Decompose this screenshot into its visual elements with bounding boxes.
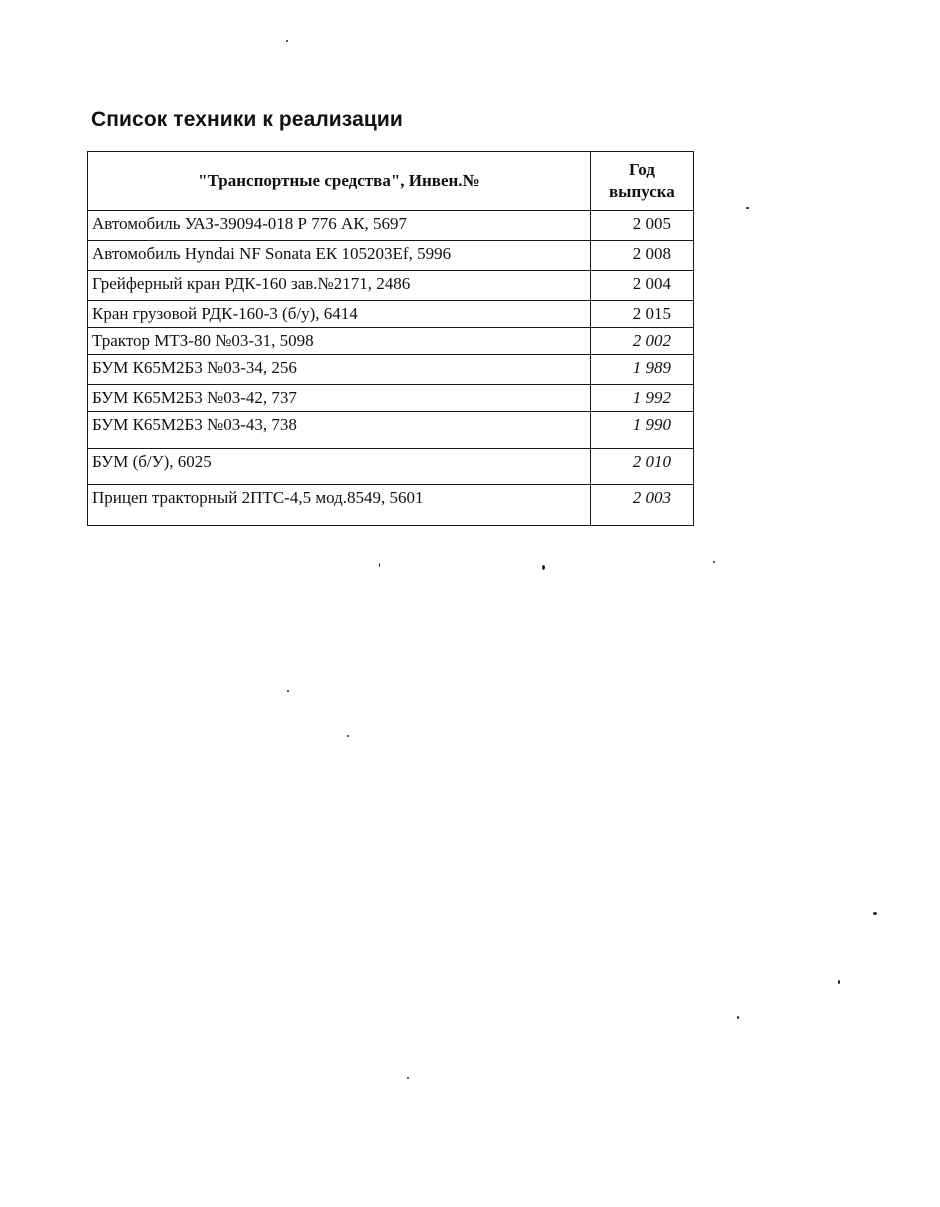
scan-speck bbox=[737, 1016, 739, 1019]
vehicle-name-cell: БУМ К65М2Б3 №03-43, 738 bbox=[88, 412, 591, 449]
vehicle-name-cell: Грейферный кран РДК-160 зав.№2171, 2486 bbox=[88, 271, 591, 301]
table-header-row bbox=[88, 152, 694, 211]
vehicle-name-cell: Прицеп тракторный 2ПТС-4,5 мод.8549, 5601 bbox=[88, 485, 591, 526]
header-year-line1: Год bbox=[628, 160, 655, 179]
year-cell: 2 004 bbox=[590, 271, 693, 301]
vehicle-name-cell: БУМ К65М2Б3 №03-42, 737 bbox=[88, 385, 591, 412]
table-row bbox=[88, 241, 694, 271]
scan-speck bbox=[838, 980, 840, 984]
vehicle-name-cell: БУМ К65М2Б3 №03-34, 256 bbox=[88, 355, 591, 385]
scan-speck bbox=[713, 561, 715, 563]
header-vehicles: "Транспортные средства", Инвен.№ bbox=[88, 152, 591, 211]
vehicle-name-cell: Автомобиль Hyndai NF Sonata ЕК 105203Ef, 5996 bbox=[88, 241, 591, 271]
year-cell: 1 992 bbox=[590, 385, 693, 412]
scan-speck bbox=[407, 1077, 409, 1079]
table-row bbox=[88, 485, 694, 526]
table-body bbox=[88, 211, 694, 526]
header-year bbox=[590, 152, 693, 211]
scan-speck bbox=[287, 690, 289, 692]
table-row bbox=[88, 385, 694, 412]
vehicle-name-cell: Автомобиль УАЗ-39094-018 Р 776 АК, 5697 bbox=[88, 211, 591, 241]
table-row bbox=[88, 328, 694, 355]
table-row bbox=[88, 355, 694, 385]
scan-speck bbox=[873, 912, 877, 915]
table-row bbox=[88, 449, 694, 485]
year-cell: 2 005 bbox=[590, 211, 693, 241]
year-cell: 1 989 bbox=[590, 355, 693, 385]
scan-speck bbox=[746, 207, 749, 209]
year-cell: 2 015 bbox=[590, 301, 693, 328]
table-row bbox=[88, 271, 694, 301]
header-year-line2: выпуска bbox=[609, 182, 675, 201]
vehicle-name-cell: БУМ (б/У), 6025 bbox=[88, 449, 591, 485]
year-cell: 2 003 bbox=[590, 485, 693, 526]
equipment-table bbox=[87, 151, 694, 526]
year-cell: 2 010 bbox=[590, 449, 693, 485]
page-title: Список техники к реализации bbox=[91, 108, 403, 131]
table-row bbox=[88, 301, 694, 328]
table-row bbox=[88, 412, 694, 449]
scan-speck bbox=[347, 735, 349, 737]
year-cell: 2 002 bbox=[590, 328, 693, 355]
scan-speck bbox=[379, 563, 380, 567]
year-cell: 2 008 bbox=[590, 241, 693, 271]
scan-speck bbox=[286, 40, 288, 42]
table-row bbox=[88, 211, 694, 241]
year-cell: 1 990 bbox=[590, 412, 693, 449]
scan-speck bbox=[542, 565, 545, 570]
vehicle-name-cell: Трактор МТЗ-80 №03-31, 5098 bbox=[88, 328, 591, 355]
vehicle-name-cell: Кран грузовой РДК-160-3 (б/у), 6414 bbox=[88, 301, 591, 328]
